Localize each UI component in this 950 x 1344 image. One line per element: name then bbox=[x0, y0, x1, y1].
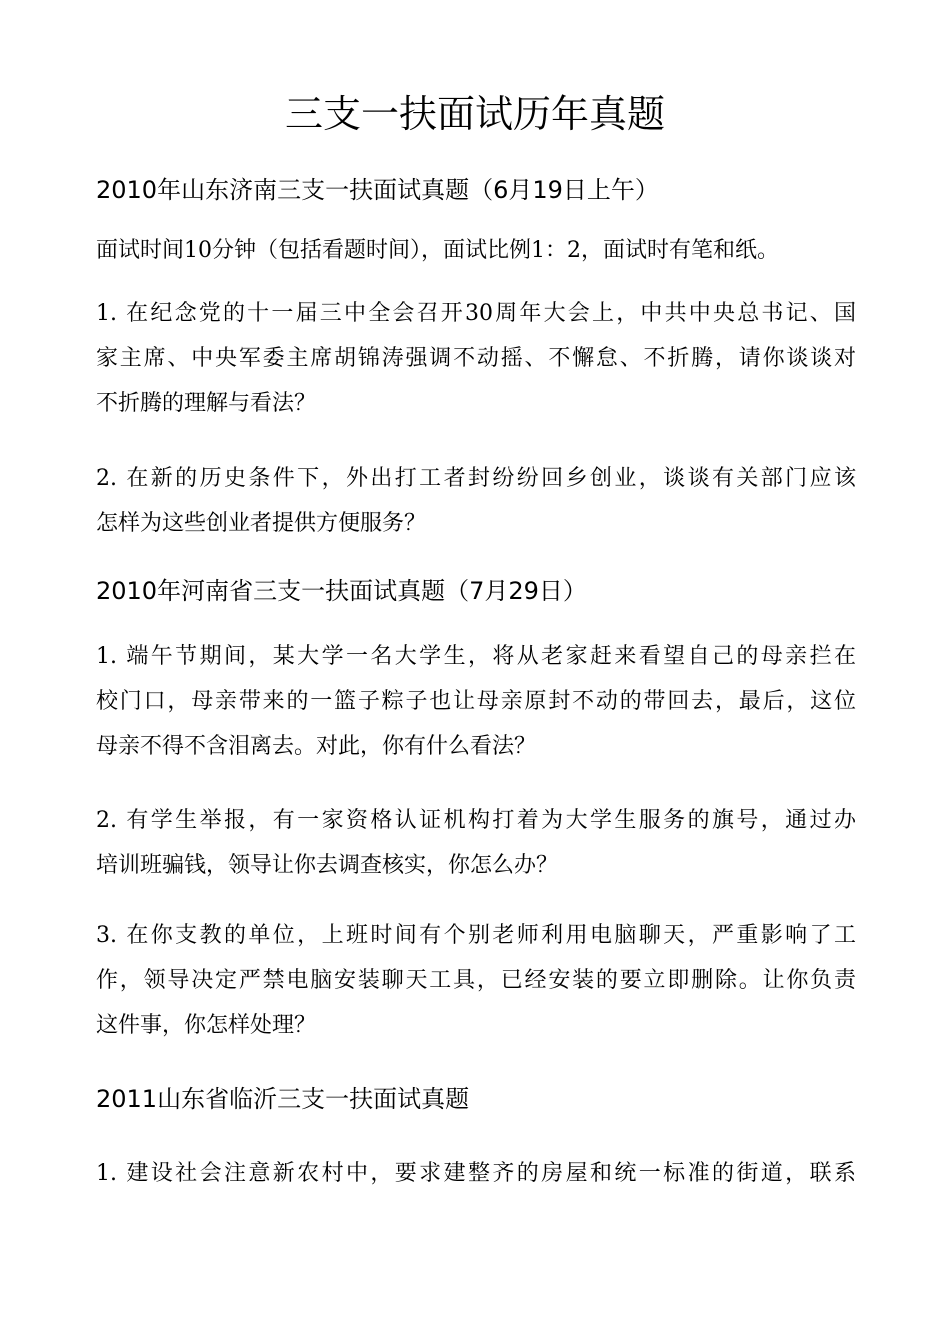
text-line: 不折腾的理解与看法？ bbox=[96, 391, 317, 416]
document-title: 三支一扶面试历年真题 bbox=[284, 92, 665, 136]
text-line: 面试时间10分钟（包括看题时间），面试比例1：2，面试时有笔和纸。 bbox=[96, 238, 779, 263]
text-line: 校门口，母亲带来的一篮子粽子也让母亲原封不动的带回去，最后，这位 bbox=[96, 689, 856, 714]
text-line: 3. 在你支教的单位，上班时间有个别老师利用电脑聊天，严重影响了工 bbox=[96, 923, 856, 948]
question-paragraph bbox=[96, 456, 856, 546]
question-paragraph bbox=[96, 798, 856, 888]
question-paragraph bbox=[96, 913, 856, 1048]
section-heading-2010-jinan: 2010年山东济南三支一扶面试真题（6月19日上午） bbox=[96, 176, 659, 204]
section-intro bbox=[96, 228, 856, 273]
question-paragraph bbox=[96, 634, 856, 769]
text-line: 培训班骗钱，领导让你去调查核实，你怎么办？ bbox=[96, 853, 559, 878]
text-line: 家主席、中央军委主席胡锦涛强调不动摇、不懈怠、不折腾，请你谈谈对 bbox=[96, 346, 856, 371]
text-line: 作，领导决定严禁电脑安装聊天工具，已经安装的要立即删除。让你负责 bbox=[96, 968, 856, 993]
text-line: 母亲不得不含泪离去。对此，你有什么看法？ bbox=[96, 734, 537, 759]
text-line: 1. 在纪念党的十一届三中全会召开30周年大会上，中共中央总书记、国 bbox=[96, 301, 856, 326]
text-line: 2. 有学生举报，有一家资格认证机构打着为大学生服务的旗号，通过办 bbox=[96, 808, 856, 833]
question-paragraph bbox=[96, 291, 856, 426]
question-paragraph bbox=[96, 1151, 856, 1196]
text-line: 怎样为这些创业者提供方便服务？ bbox=[96, 511, 427, 536]
text-line: 2. 在新的历史条件下，外出打工者封纷纷回乡创业，谈谈有关部门应该 bbox=[96, 466, 856, 491]
text-line: 这件事，你怎样处理？ bbox=[96, 1013, 317, 1038]
text-line: 1. 端午节期间，某大学一名大学生，将从老家赶来看望自己的母亲拦在 bbox=[96, 644, 856, 669]
section-heading-2011-linyi: 2011山东省临沂三支一扶面试真题 bbox=[96, 1085, 470, 1113]
section-heading-2010-henan: 2010年河南省三支一扶面试真题（7月29日） bbox=[96, 577, 587, 605]
text-line: 1. 建设社会注意新农村中，要求建整齐的房屋和统一标准的街道，联系 bbox=[96, 1161, 856, 1186]
